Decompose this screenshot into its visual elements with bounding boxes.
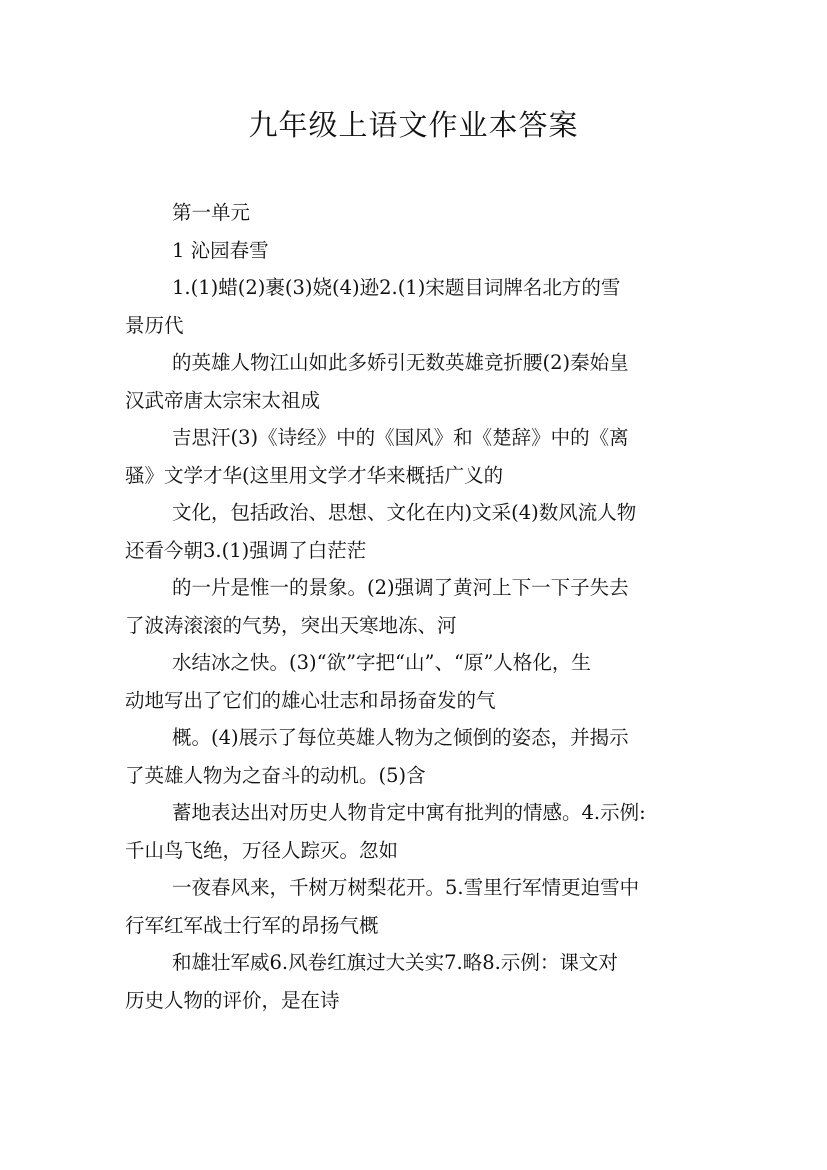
answer-paragraph-9 — [125, 869, 703, 944]
answer-paragraph-4 — [125, 494, 703, 569]
paragraph-line: 概。(4)展示了每位英雄人物为之倾倒的姿态，并揭示 — [172, 726, 629, 749]
answer-paragraph-8 — [125, 794, 703, 869]
answer-paragraph-7 — [125, 719, 703, 794]
paragraph-line: 的一片是惟一的景象。(2)强调了黄河上下一下子失去 — [172, 576, 629, 599]
answer-paragraph-1 — [125, 269, 703, 344]
paragraph-line: 文化，包括政治、思想、文化在内)文采(4)数风流人物 — [172, 501, 637, 524]
paragraph-continuation: 景历代 — [125, 313, 184, 337]
paragraph-continuation: 历史人物的评价，是在诗 — [125, 988, 340, 1012]
unit-heading-text: 第一单元 — [172, 201, 251, 224]
answer-paragraph-6 — [125, 644, 703, 719]
paragraph-line: 蓄地表达出对历史人物肯定中寓有批判的情感。4.示例: — [172, 801, 646, 824]
paragraph-continuation: 了英雄人物为之奋斗的动机。(5)含 — [125, 763, 426, 787]
lesson-heading-text: 1 沁园春雪 — [172, 238, 269, 262]
paragraph-line: 和雄壮军威6.风卷红旗过大关实7.略8.示例：课文对 — [172, 951, 618, 974]
answer-paragraph-5 — [125, 569, 703, 644]
paragraph-continuation: 千山鸟飞绝，万径人踪灭。忽如 — [125, 838, 399, 862]
answer-paragraph-2 — [125, 344, 703, 419]
paragraph-line: 的英雄人物江山如此多娇引无数英雄竞折腰(2)秦始皇 — [172, 351, 629, 374]
unit-heading — [125, 194, 703, 232]
paragraph-continuation: 行军红军战士行军的昂扬气概 — [125, 913, 379, 937]
paragraph-line: 吉思汗(3)《诗经》中的《国风》和《楚辞》中的《离 — [172, 426, 629, 449]
paragraph-line: 1.(1)蜡(2)裹(3)娆(4)逊2.(1)宋题目词牌名北方的雪 — [172, 276, 621, 299]
paragraph-continuation: 汉武帝唐太宗宋太祖成 — [125, 388, 321, 412]
document-title: 九年级上语文作业本答案 — [248, 108, 579, 142]
paragraph-line: 水结冰之快。(3)“欲”字把“山”、“原”人格化，生 — [172, 651, 591, 674]
document-body — [125, 194, 703, 1019]
lesson-heading — [125, 232, 703, 270]
paragraph-continuation: 动地写出了它们的雄心壮志和昂扬奋发的气 — [125, 688, 496, 712]
answer-paragraph-3 — [125, 419, 703, 494]
paragraph-line: 一夜春风来，千树万树梨花开。5.雪里行军情更迫雪中 — [172, 876, 640, 899]
paragraph-continuation: 还看今朝3.(1)强调了白茫茫 — [125, 538, 367, 562]
answer-paragraph-10 — [125, 944, 703, 1019]
paragraph-continuation: 了波涛滚滚的气势，突出天寒地冻、河 — [125, 613, 457, 637]
paragraph-continuation: 骚》文学才华(这里用文学才华来概括广义的 — [125, 463, 504, 487]
